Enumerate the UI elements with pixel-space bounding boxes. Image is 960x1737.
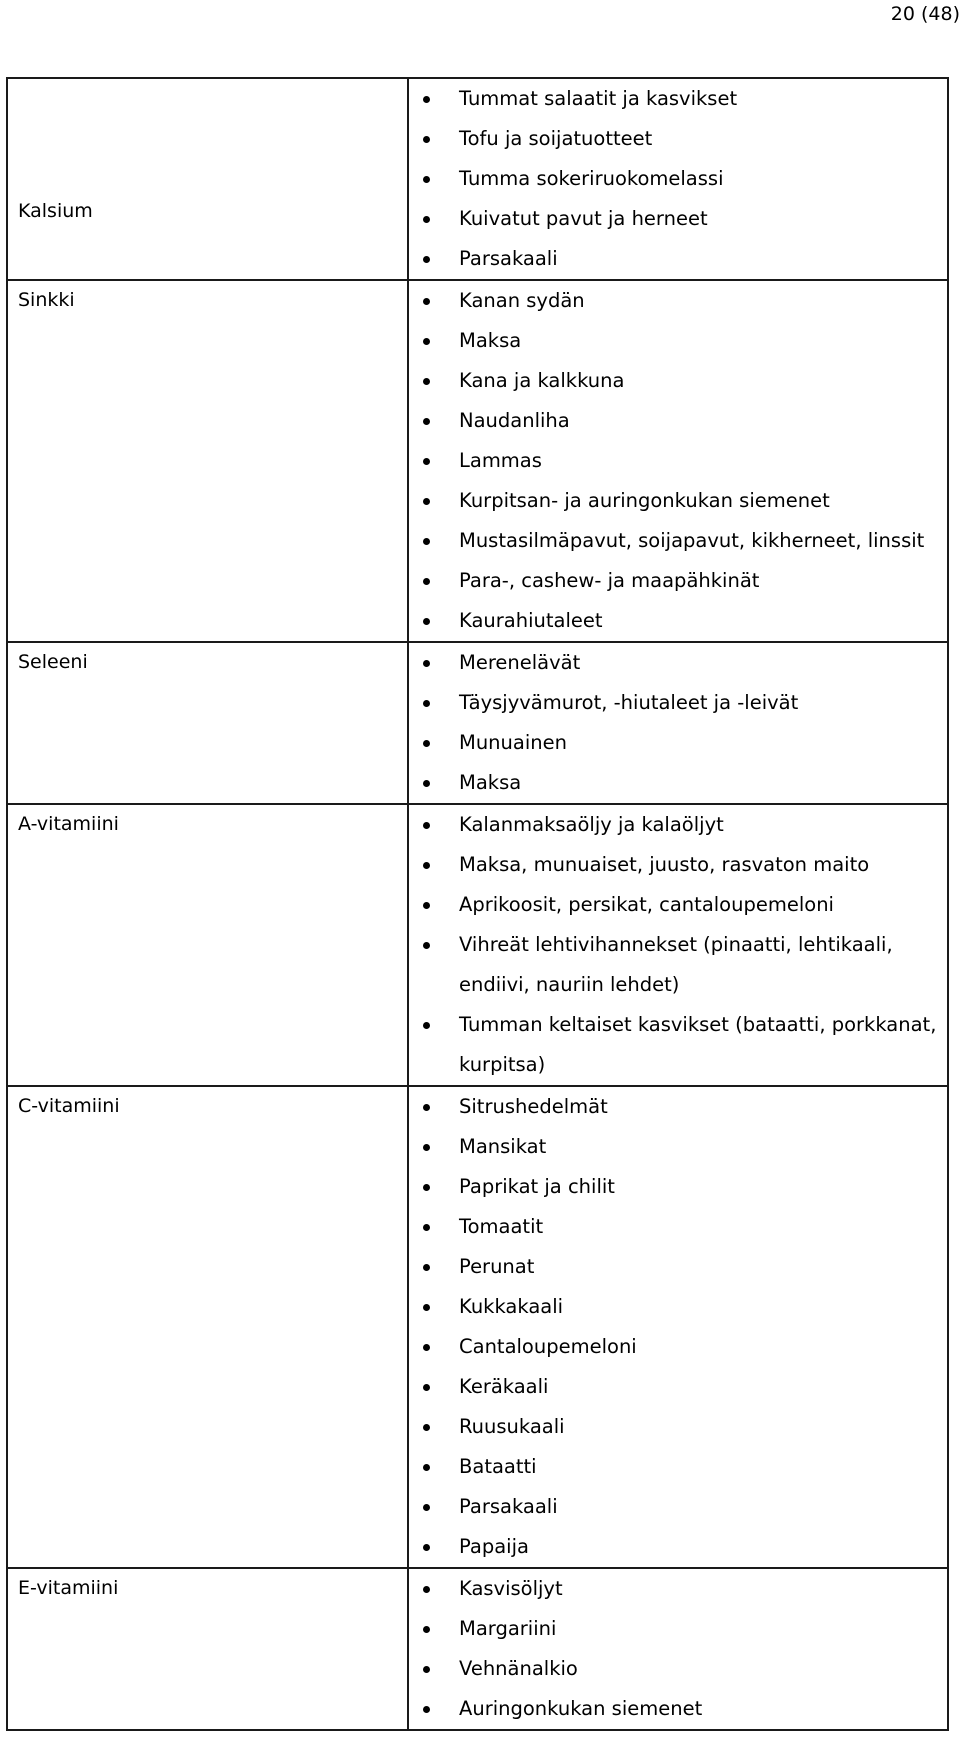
food-item-text: Tomaatit xyxy=(459,1215,544,1238)
bullet-icon xyxy=(423,1464,430,1471)
nutrient-cell xyxy=(7,78,408,280)
list-item xyxy=(409,1127,947,1167)
food-item-text: Lammas xyxy=(459,449,542,472)
bullet-icon xyxy=(423,1706,430,1713)
list-item xyxy=(409,79,947,119)
food-sources-cell xyxy=(408,280,948,642)
food-item-text: Tofu ja soijatuotteet xyxy=(459,127,653,150)
food-sources-cell xyxy=(408,1568,948,1730)
food-item-text: Kurpitsan- ja auringonkukan siemenet xyxy=(459,489,830,512)
list-item xyxy=(409,643,947,683)
nutrient-cell xyxy=(7,1086,408,1568)
food-item-text: Papaija xyxy=(459,1535,529,1558)
bullet-icon xyxy=(423,1544,430,1551)
list-item xyxy=(409,321,947,361)
food-item-text: Täysjyvämurot, -hiutaleet ja -leivät xyxy=(459,691,799,714)
bullet-icon xyxy=(423,1626,430,1633)
bullet-icon xyxy=(423,1264,430,1271)
nutrient-food-table xyxy=(6,77,949,1731)
food-item-text: Aprikoosit, persikat, cantaloupemeloni xyxy=(459,893,834,916)
table-row xyxy=(7,78,948,280)
bullet-icon xyxy=(423,780,430,787)
food-item-text: Tumman keltaiset kasvikset (bataatti, porkkanat, kurpitsa) xyxy=(459,1013,937,1076)
list-item xyxy=(409,683,947,723)
nutrient-name: Sinkki xyxy=(18,289,75,311)
bullet-icon xyxy=(423,700,430,707)
food-item-text: Cantaloupemeloni xyxy=(459,1335,637,1358)
food-item-text: Kuivatut pavut ja herneet xyxy=(459,207,708,230)
food-sources-cell xyxy=(408,1086,948,1568)
food-item-text: Kana ja kalkkuna xyxy=(459,369,625,392)
list-item xyxy=(409,1005,947,1085)
food-sources-cell xyxy=(408,642,948,804)
list-item xyxy=(409,561,947,601)
food-item-text: Parsakaali xyxy=(459,247,558,270)
food-item-text: Vehnänalkio xyxy=(459,1657,578,1680)
bullet-icon xyxy=(423,1384,430,1391)
bullet-icon xyxy=(423,942,430,949)
list-item xyxy=(409,1327,947,1367)
bullet-icon xyxy=(423,862,430,869)
bullet-icon xyxy=(423,378,430,385)
bullet-icon xyxy=(423,96,430,103)
food-item-text: Auringonkukan siemenet xyxy=(459,1697,703,1720)
table-row xyxy=(7,280,948,642)
list-item xyxy=(409,441,947,481)
list-item xyxy=(409,1487,947,1527)
food-item-text: Bataatti xyxy=(459,1455,537,1478)
bullet-icon xyxy=(423,1424,430,1431)
bullet-icon xyxy=(423,1022,430,1029)
table-row xyxy=(7,804,948,1086)
bullet-icon xyxy=(423,216,430,223)
list-item xyxy=(409,1167,947,1207)
bullet-icon xyxy=(423,338,430,345)
list-item xyxy=(409,1689,947,1729)
nutrient-cell xyxy=(7,1568,408,1730)
page-number: 20 (48) xyxy=(890,3,960,25)
bullet-icon xyxy=(423,176,430,183)
bullet-icon xyxy=(423,458,430,465)
list-item xyxy=(409,1087,947,1127)
food-item-text: Munuainen xyxy=(459,731,567,754)
list-item xyxy=(409,1247,947,1287)
bullet-icon xyxy=(423,740,430,747)
bullet-icon xyxy=(423,1104,430,1111)
bullet-icon xyxy=(423,1586,430,1593)
bullet-icon xyxy=(423,618,430,625)
nutrient-name: Kalsium xyxy=(18,200,93,222)
food-item-text: Keräkaali xyxy=(459,1375,549,1398)
list-item xyxy=(409,401,947,441)
food-item-text: Kasvisöljyt xyxy=(459,1577,563,1600)
food-sources-cell xyxy=(408,78,948,280)
list-item xyxy=(409,845,947,885)
food-item-text: Maksa, munuaiset, juusto, rasvaton maito xyxy=(459,853,870,876)
nutrient-name: C-vitamiini xyxy=(18,1095,120,1117)
bullet-icon xyxy=(423,498,430,505)
list-item xyxy=(409,159,947,199)
food-item-text: Kanan sydän xyxy=(459,289,585,312)
food-item-text: Perunat xyxy=(459,1255,535,1278)
food-item-text: Paprikat ja chilit xyxy=(459,1175,615,1198)
food-item-text: Kaurahiutaleet xyxy=(459,609,603,632)
bullet-icon xyxy=(423,1224,430,1231)
list-item xyxy=(409,1569,947,1609)
list-item xyxy=(409,1407,947,1447)
table-row xyxy=(7,1086,948,1568)
bullet-icon xyxy=(423,1666,430,1673)
list-item xyxy=(409,1287,947,1327)
bullet-icon xyxy=(423,418,430,425)
list-item xyxy=(409,1447,947,1487)
list-item xyxy=(409,361,947,401)
bullet-icon xyxy=(423,1504,430,1511)
nutrient-name: A-vitamiini xyxy=(18,813,119,835)
food-item-text: Tumma sokeriruokomelassi xyxy=(459,167,724,190)
food-list xyxy=(409,643,947,803)
bullet-icon xyxy=(423,660,430,667)
bullet-icon xyxy=(423,578,430,585)
food-item-text: Merenelävät xyxy=(459,651,581,674)
bullet-icon xyxy=(423,1344,430,1351)
bullet-icon xyxy=(423,822,430,829)
table-row xyxy=(7,1568,948,1730)
list-item xyxy=(409,1207,947,1247)
food-item-text: Margariini xyxy=(459,1617,557,1640)
list-item xyxy=(409,239,947,279)
list-item xyxy=(409,763,947,803)
bullet-icon xyxy=(423,1304,430,1311)
bullet-icon xyxy=(423,902,430,909)
bullet-icon xyxy=(423,1184,430,1191)
bullet-icon xyxy=(423,256,430,263)
list-item xyxy=(409,1649,947,1689)
food-item-text: Para-, cashew- ja maapähkinät xyxy=(459,569,760,592)
food-item-text: Maksa xyxy=(459,771,522,794)
food-sources-cell xyxy=(408,804,948,1086)
list-item xyxy=(409,885,947,925)
list-item xyxy=(409,805,947,845)
food-item-text: Parsakaali xyxy=(459,1495,558,1518)
nutrient-name: E-vitamiini xyxy=(18,1577,119,1599)
list-item xyxy=(409,601,947,641)
list-item xyxy=(409,481,947,521)
food-item-text: Mustasilmäpavut, soijapavut, kikherneet, linssit xyxy=(459,529,925,552)
food-item-text: Vihreät lehtivihannekset (pinaatti, lehtikaali, endiivi, nauriin lehdet) xyxy=(459,933,893,996)
nutrient-cell xyxy=(7,642,408,804)
food-item-text: Naudanliha xyxy=(459,409,570,432)
food-item-text: Ruusukaali xyxy=(459,1415,565,1438)
bullet-icon xyxy=(423,538,430,545)
food-list xyxy=(409,281,947,641)
food-item-text: Maksa xyxy=(459,329,522,352)
list-item xyxy=(409,723,947,763)
list-item xyxy=(409,199,947,239)
nutrient-cell xyxy=(7,280,408,642)
bullet-icon xyxy=(423,1144,430,1151)
food-list xyxy=(409,1087,947,1567)
list-item xyxy=(409,925,947,1005)
food-list xyxy=(409,805,947,1085)
food-item-text: Tummat salaatit ja kasvikset xyxy=(459,87,738,110)
nutrient-name: Seleeni xyxy=(18,651,88,673)
list-item xyxy=(409,119,947,159)
list-item xyxy=(409,1609,947,1649)
list-item xyxy=(409,1367,947,1407)
food-item-text: Kukkakaali xyxy=(459,1295,564,1318)
table-row xyxy=(7,642,948,804)
bullet-icon xyxy=(423,298,430,305)
list-item xyxy=(409,521,947,561)
food-list xyxy=(409,79,947,279)
table-body xyxy=(7,78,948,1730)
food-item-text: Kalanmaksaöljy ja kalaöljyt xyxy=(459,813,724,836)
list-item xyxy=(409,281,947,321)
food-item-text: Mansikat xyxy=(459,1135,547,1158)
list-item xyxy=(409,1527,947,1567)
food-list xyxy=(409,1569,947,1729)
bullet-icon xyxy=(423,136,430,143)
food-item-text: Sitrushedelmät xyxy=(459,1095,608,1118)
nutrient-cell xyxy=(7,804,408,1086)
